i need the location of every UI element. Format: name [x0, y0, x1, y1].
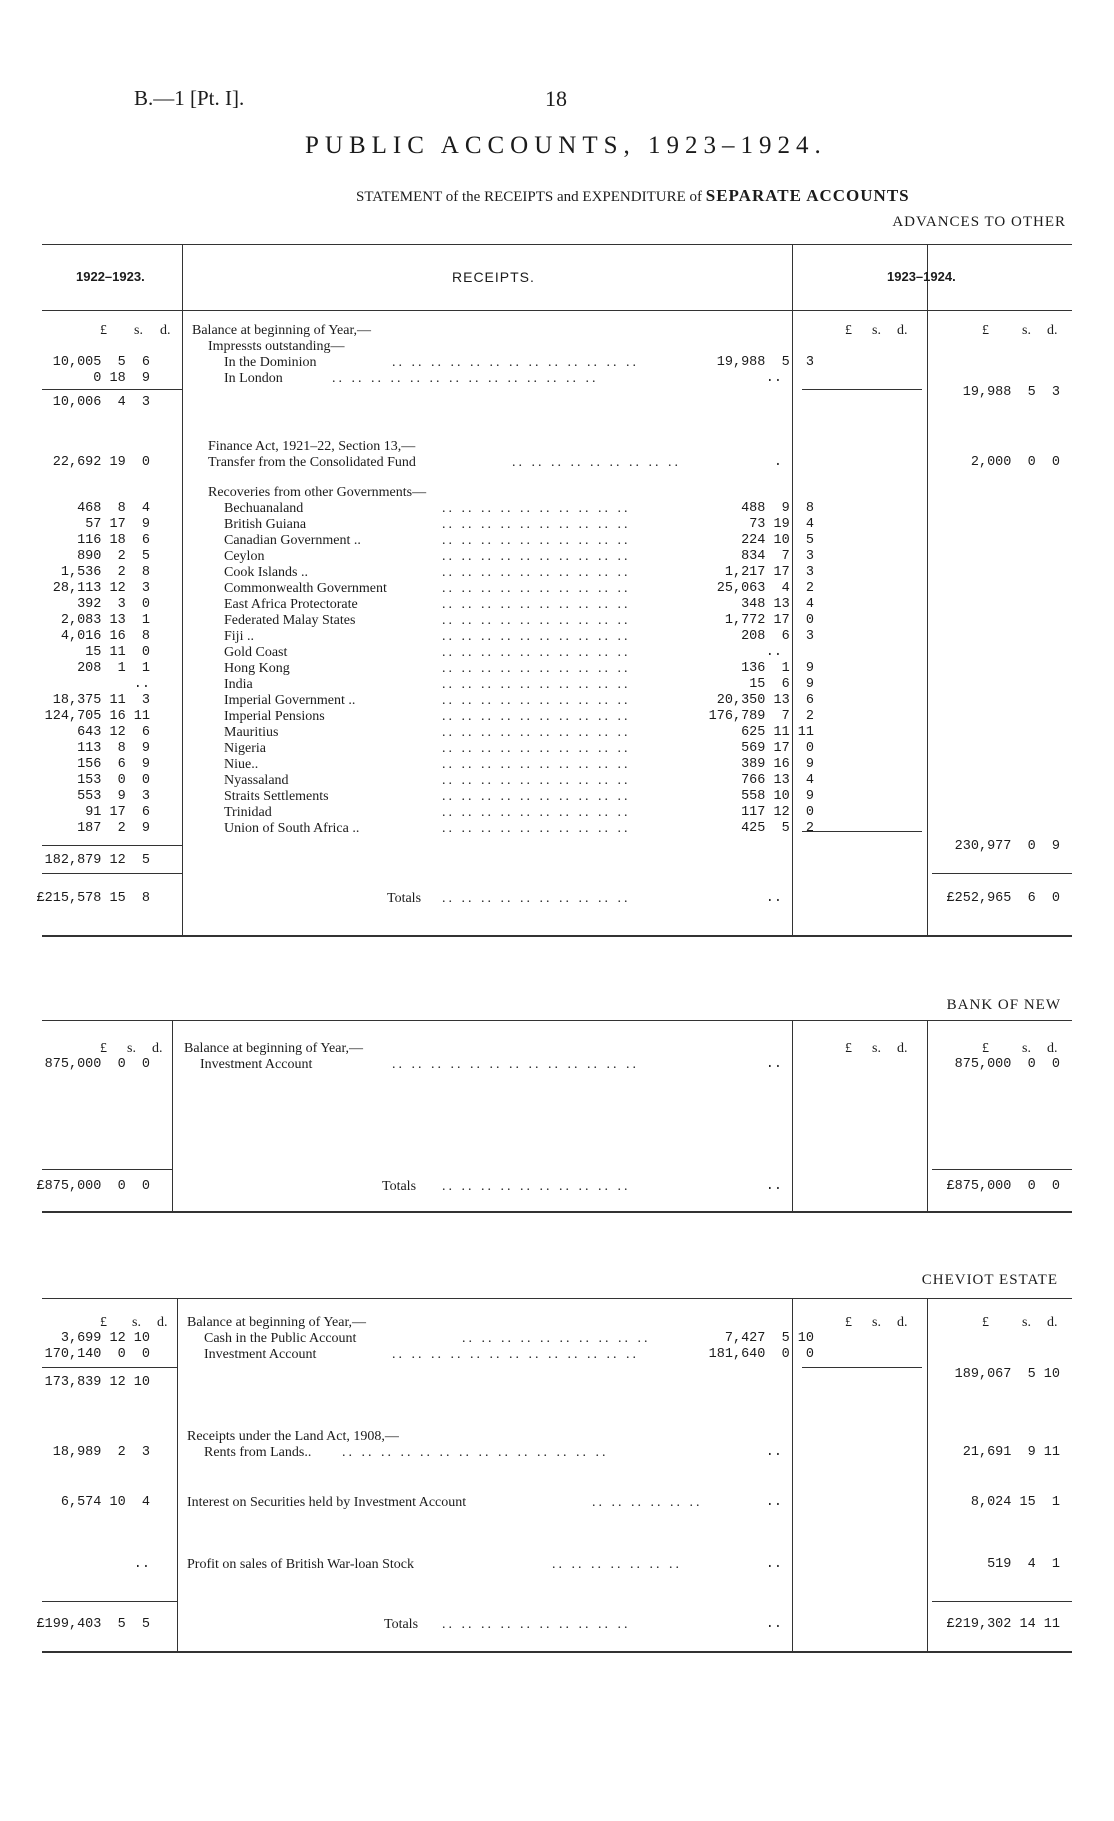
recovery-label: Nyassaland: [224, 773, 289, 788]
currency-pound: £: [100, 323, 107, 338]
recovery-cur: ..: [765, 645, 782, 660]
land-act-label: Receipts under the Land Act, 1908,—: [187, 1429, 399, 1444]
recovery-cur: 348 13 4: [741, 597, 814, 612]
currency-pound-s2-cur: £: [845, 1041, 852, 1056]
recovery-cur: 558 10 9: [741, 789, 814, 804]
header-cur-year: 1923–1924.: [887, 269, 956, 284]
currency-pound-s2-total: £: [982, 1041, 989, 1056]
recovery-prev: 156 6 9: [77, 757, 150, 772]
recovery-cur: 15 6 9: [749, 677, 814, 692]
recovery-prev: ..: [133, 677, 150, 692]
recovery-prev: 153 0 0: [77, 773, 150, 788]
recovery-label: Ceylon: [224, 549, 265, 564]
recovery-prev: 113 8 9: [77, 741, 150, 756]
currency-s-total: s.: [1022, 323, 1031, 338]
currency-pound-s3: £: [100, 1315, 107, 1330]
cheviot-table: £ s. d. £ s. d. £ s. d. Balance at beginning of Year,— Cash in the Public Account .. .. .. .. .. .. .. .. .. .. 3,699 12 10 7,427 5 10 Investment Account .. .. .. .. .. .. .. .. .. .. .. .. .. 170,140 0 0 181,640 0 0 173,839 12 10 189,067 5 10 Receipts under the Land Act, 1908,— Rents from Lands.. .. .. .. .. .. .. .. .. .. .. .. .. .. .. 18,989 2 3 .. 21,691 9 11 Interest on Securities held by Investment Account .. .. .. .. .. .. 6,574 10 4 .. 8,024 15 1 Profit on sales of British War-loan Stock .. .. .. .. .. .. .. .. .. 519 4 1 £199,403 5 5 Totals .. .. .. .. .. .. .. .. .. .. .. £219,302 14 11: [42, 1298, 1072, 1653]
recovery-prev: 91 17 6: [85, 805, 150, 820]
bank-totals-label: Totals: [382, 1179, 417, 1194]
currency-d-total: d.: [1047, 323, 1058, 338]
recovery-prev: 1,536 2 8: [60, 565, 150, 580]
recovery-cur: 20,350 13 6: [716, 693, 814, 708]
recovery-label: Mauritius: [224, 725, 279, 740]
totals-cur: £252,965 6 0: [946, 891, 1060, 906]
section1-subtitle: ADVANCES TO OTHER: [892, 214, 1066, 230]
currency-pound-s3-cur: £: [845, 1315, 852, 1330]
recovery-cur: 625 11 11: [741, 725, 814, 740]
recovery-cur: 1,217 17 3: [724, 565, 814, 580]
recovery-label: Straits Settlements: [224, 789, 329, 804]
cheviot-investment-cur: 181,640 0 0: [708, 1347, 814, 1362]
imprests-dominion-prev: 10,005 5 6: [52, 355, 150, 370]
recovery-cur: 73 19 4: [749, 517, 814, 532]
cheviot-totals-mid: ..: [765, 1617, 782, 1632]
imprests-london-prev: 0 18 9: [93, 371, 150, 386]
imprests-london-label: In London: [224, 371, 283, 386]
profit-mid: ..: [765, 1557, 782, 1572]
recovery-prev: 116 18 6: [77, 533, 150, 548]
rents-label: Rents from Lands..: [204, 1445, 312, 1460]
currency-s-s2: s.: [127, 1041, 136, 1056]
recovery-label: Trinidad: [224, 805, 272, 820]
profit-label: Profit on sales of British War-loan Stock: [187, 1557, 414, 1572]
currency-d: d.: [160, 323, 171, 338]
recovery-cur: 425 5 2: [741, 821, 814, 836]
recovery-cur: 389 16 9: [741, 757, 814, 772]
currency-d-s3: d.: [157, 1315, 168, 1330]
interest-label: Interest on Securities held by Investment Account: [187, 1495, 467, 1510]
recovery-label: India: [224, 677, 253, 692]
imprests-total-cur: 19,988 5 3: [962, 385, 1060, 400]
recovery-label: Federated Malay States: [224, 613, 356, 628]
currency-d-s3-cur: d.: [897, 1315, 908, 1330]
transfer-prev: 22,692 19 0: [52, 455, 150, 470]
recovery-cur: 1,772 17 0: [724, 613, 814, 628]
currency-d-s2: d.: [152, 1041, 163, 1056]
recovery-cur: 834 7 3: [741, 549, 814, 564]
section2-subtitle: BANK OF NEW: [946, 997, 1061, 1013]
advances-table: 1922–1923. RECEIPTS. 1923–1924. £ s. d. £ s. d. £ s. d. Balance at beginning of Year,— Impressts outstanding— In the Dominion .. .. .. .. .. .. .. .. .. .. .. .. .. 10,005 5 6 19,988 5 3 In London .. .. .. .. .. .. .. .. .. .. .. .. .. .. 0 18 9 .. 10,006 4 3 19,988 5 3 Finance Act, 1921–22, Section 13,— Transfer from the Consolidated Fund .. .. .. .. .. .. .. .. .. 22,692 19 0 . 2,000 0 0 Recoveries from other Governments— Bechuanaland .. .. .. .. .. .. .. .. .. .. 468 8 4 488 9 8 British Guiana .. .. .. .. .. .. .. .. .. .. 57 17 9 73 19 4 Canadian Government .. .. .. .. .. .. .. .. .. .. .. 116 18 6 224 10 5 Ceylon .. .. .. .. .. .. .. .. .. .. 890 2 5 834 7 3 Cook Islands .. .. .. .. .. .. .. .. .. .. .. 1,536 2 8 1,217 17 3 Commonwealth Government .. .. .. .. .. .. .. .. .. .. 28,113 12 3 25,063 4 2 East Africa Protectorate .. .. .. .. .. .. .. .. .. .. 392 3 0 348 13 4 Federated Malay States .. .. .. .. .. .. .. .. .. .. 2,083 13 1 1,772 17 0 Fiji .. .. .. .. .. .. .. .. .. .. .. 4,016 16 8 208 6 3 Gold Coast .. .. .. .. .. .. .. .. .. .. 15 11 0 .. Hong Kong .. .. .. .. .. .. .. .. .. .. 208 1 1 136 1 9 India .. .. .. .. .. .. .. .. .. .. .. 15 6 9 Imperial Government .. .. .. .. .. .. .. .. .. .. .. 18,375 11 3 20,350 13 6 Imperial Pensions .. .. .. .. .. .. .. .. .. .. 124,705 16 11 176,789 7 2 Mauritius .. .. .. .. .. .. .. .. .. .. 643 12 6 625 11 11 Nigeria .. .. .. .. .. .. .. .. .. .. 113 8 9 569 17 0 Niue.. .. .. .. .. .. .. .. .. .. .. 156 6 9 389 16 9 Nyassaland .. .. .. .. .. .. .. .. .. .. 153 0 0 766 13 4 Straits Settlements .. .. .. .. .. .. .. .. .. .. 553 9 3 558 10 9 Trinidad .. .. .. .. .. .. .. .. .. .. 91 17 6 117 12 0 Union of South Africa .. .. .. .. .. .. .. .. .. .. .. 187 2 9 425 5 2 182,879 12 5 230,977 0 9 £215,578 15 8 Totals .. .. .. .. .. .. .. .. .. .. .. £252,965 6 0: [42, 244, 1072, 937]
recoveries-total-cur: 230,977 0 9: [954, 839, 1060, 854]
imprests-london-cur: ..: [765, 371, 782, 386]
recovery-label: British Guiana: [224, 517, 307, 532]
recoveries-total-prev: 182,879 12 5: [44, 853, 150, 868]
currency-pound-s2: £: [100, 1041, 107, 1056]
recovery-prev: 15 11 0: [85, 645, 150, 660]
recovery-prev: 28,113 12 3: [52, 581, 150, 596]
imprests-dominion-cur: 19,988 5 3: [716, 355, 814, 370]
recovery-cur: 488 9 8: [741, 501, 814, 516]
recovery-label: Imperial Pensions: [224, 709, 325, 724]
currency-s-s3: s.: [132, 1315, 141, 1330]
recovery-label: Union of South Africa ..: [224, 821, 360, 836]
bank-totals-cur: £875,000 0 0: [946, 1179, 1060, 1194]
currency-pound-total: £: [982, 323, 989, 338]
bank-totals-prev: £875,000 0 0: [36, 1179, 150, 1194]
recovery-label: Hong Kong: [224, 661, 290, 676]
recovery-prev: 643 12 6: [77, 725, 150, 740]
currency-s-s3-total: s.: [1022, 1315, 1031, 1330]
recovery-prev: 124,705 16 11: [44, 709, 150, 724]
cheviot-totals-label: Totals: [384, 1617, 419, 1632]
recovery-label: East Africa Protectorate: [224, 597, 358, 612]
bank-investment-prev: 875,000 0 0: [44, 1057, 150, 1072]
section3-subtitle: CHEVIOT ESTATE: [921, 1272, 1058, 1288]
transfer-label: Transfer from the Consolidated Fund: [208, 455, 416, 470]
totals-label: Totals: [387, 891, 422, 906]
currency-pound-s3-total: £: [982, 1315, 989, 1330]
recovery-prev: 57 17 9: [85, 517, 150, 532]
recovery-cur: 569 17 0: [741, 741, 814, 756]
currency-d-s2-total: d.: [1047, 1041, 1058, 1056]
balance-label: Balance at beginning of Year,—: [192, 323, 372, 338]
currency-pound-cur: £: [845, 323, 852, 338]
recovery-cur: 117 12 0: [741, 805, 814, 820]
currency-s-cur: s.: [872, 323, 881, 338]
statement-prefix: STATEMENT of the RECEIPTS and EXPENDITURE of: [356, 189, 702, 205]
recovery-label: Cook Islands ..: [224, 565, 308, 580]
rents-prev: 18,989 2 3: [52, 1445, 150, 1460]
bank-balance-label: Balance at beginning of Year,—: [184, 1041, 364, 1056]
recovery-prev: 392 3 0: [77, 597, 150, 612]
cheviot-cash-label: Cash in the Public Account: [204, 1331, 357, 1346]
profit-prev: ..: [133, 1557, 150, 1572]
imprests-total-prev: 10,006 4 3: [52, 395, 150, 410]
currency-s-s2-cur: s.: [872, 1041, 881, 1056]
recovery-prev: 4,016 16 8: [60, 629, 150, 644]
finance-act-label: Finance Act, 1921–22, Section 13,—: [208, 439, 416, 454]
page-reference: B.—1 [Pt. I].: [134, 86, 245, 110]
recovery-prev: 2,083 13 1: [60, 613, 150, 628]
recovery-cur: 766 13 4: [741, 773, 814, 788]
recovery-prev: 208 1 1: [77, 661, 150, 676]
statement-heading: [356, 186, 910, 206]
cheviot-totals-cur: £219,302 14 11: [946, 1617, 1060, 1632]
cheviot-balance-label: Balance at beginning of Year,—: [187, 1315, 367, 1330]
imprests-dominion-label: In the Dominion: [224, 355, 317, 370]
profit-cur: 519 4 1: [987, 1557, 1060, 1572]
recovery-label: Gold Coast: [224, 645, 288, 660]
transfer-total: 2,000 0 0: [970, 455, 1060, 470]
cheviot-balance-total-cur: 189,067 5 10: [954, 1367, 1060, 1382]
interest-mid: ..: [765, 1495, 782, 1510]
header-receipts: RECEIPTS.: [452, 269, 535, 285]
recovery-label: Imperial Government ..: [224, 693, 356, 708]
cheviot-investment-prev: 170,140 0 0: [44, 1347, 150, 1362]
currency-d-s3-total: d.: [1047, 1315, 1058, 1330]
cheviot-balance-total-prev: 173,839 12 10: [44, 1375, 150, 1390]
interest-cur: 8,024 15 1: [970, 1495, 1060, 1510]
recovery-cur: 176,789 7 2: [708, 709, 814, 724]
recovery-label: Nigeria: [224, 741, 266, 756]
bank-investment-label: Investment Account: [200, 1057, 313, 1072]
recovery-cur: 208 6 3: [741, 629, 814, 644]
cheviot-cash-cur: 7,427 5 10: [724, 1331, 814, 1346]
recovery-label: Commonwealth Government: [224, 581, 387, 596]
recovery-prev: 18,375 11 3: [52, 693, 150, 708]
recovery-prev: 553 9 3: [77, 789, 150, 804]
page-title: PUBLIC ACCOUNTS, 1923–1924.: [305, 132, 827, 159]
recovery-prev: 890 2 5: [77, 549, 150, 564]
recovery-label: Bechuanaland: [224, 501, 304, 516]
recovery-label: Fiji ..: [224, 629, 254, 644]
header-prev-year: 1922–1923.: [76, 269, 145, 284]
page-number: 18: [545, 86, 567, 111]
bank-investment-cur: 875,000 0 0: [954, 1057, 1060, 1072]
recovery-prev: 468 8 4: [77, 501, 150, 516]
bank-table: £ s. d. £ s. d. £ s. d. Balance at beginning of Year,— Investment Account .. .. .. .. .. .. .. .. .. .. .. .. .. 875,000 0 0 .. 875,000 0 0 £875,000 0 0 Totals .. .. .. .. .. .. .. .. .. .. .. £875,000 0 0: [42, 1020, 1072, 1213]
recovery-prev: 187 2 9: [77, 821, 150, 836]
recovery-cur: 224 10 5: [741, 533, 814, 548]
cheviot-investment-label: Investment Account: [204, 1347, 317, 1362]
currency-d-cur: d.: [897, 323, 908, 338]
recovery-label: Niue..: [224, 757, 259, 772]
interest-prev: 6,574 10 4: [60, 1495, 150, 1510]
imprests-label: Impressts outstanding—: [208, 339, 345, 354]
recovery-cur: 136 1 9: [741, 661, 814, 676]
recovery-cur: 25,063 4 2: [716, 581, 814, 596]
currency-s-s2-total: s.: [1022, 1041, 1031, 1056]
statement-bold: SEPARATE ACCOUNTS: [705, 186, 910, 205]
bank-investment-mid: ..: [765, 1057, 782, 1072]
totals-mid: ..: [765, 891, 782, 906]
cheviot-cash-prev: 3,699 12 10: [60, 1331, 150, 1346]
rents-cur: 21,691 9 11: [962, 1445, 1060, 1460]
recoveries-label: Recoveries from other Governments—: [208, 485, 427, 500]
rents-mid: ..: [765, 1445, 782, 1460]
recovery-label: Canadian Government ..: [224, 533, 361, 548]
cheviot-totals-prev: £199,403 5 5: [36, 1617, 150, 1632]
bank-totals-mid: ..: [765, 1179, 782, 1194]
currency-s: s.: [134, 323, 143, 338]
currency-s-s3-cur: s.: [872, 1315, 881, 1330]
currency-d-s2-cur: d.: [897, 1041, 908, 1056]
totals-prev: £215,578 15 8: [36, 891, 150, 906]
transfer-cur: .: [773, 455, 782, 470]
